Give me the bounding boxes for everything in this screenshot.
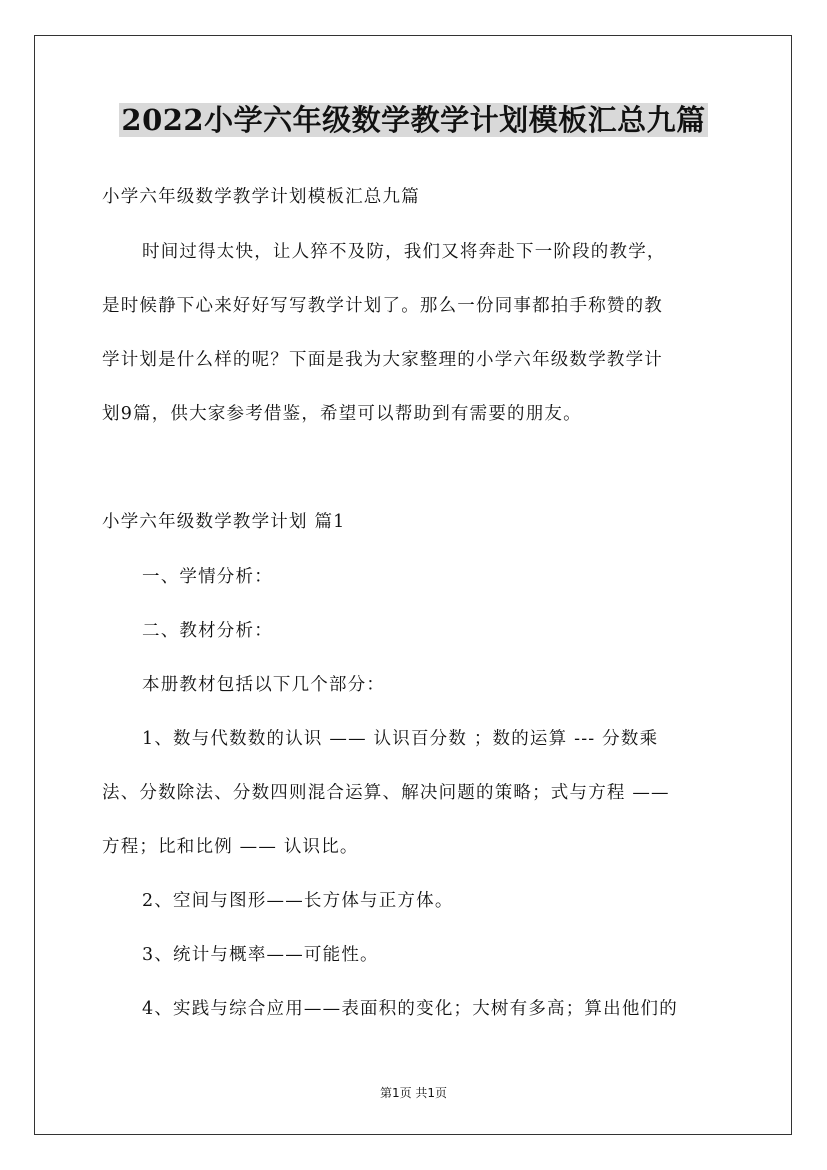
intro-line-4: 划9篇，供大家参考借鉴，希望可以帮助到有需要的朋友。: [102, 404, 582, 424]
list-item-analysis: 一、学情分析：: [142, 567, 273, 587]
document-subtitle: 小学六年级数学教学计划模板汇总九篇: [102, 187, 420, 207]
point-practice: 4、实践与综合应用——表面积的变化；大树有多高；算出他们的: [142, 999, 678, 1019]
section-heading: 小学六年级数学教学计划 篇1: [102, 512, 346, 532]
document-title: [0, 100, 827, 140]
intro-line-1: 时间过得太快，让人猝不及防，我们又将奔赴下一阶段的教学，: [142, 242, 666, 262]
intro-line-3: 学计划是什么样的呢？下面是我为大家整理的小学六年级数学教学计: [102, 350, 663, 370]
document-title-text: 2022小学六年级数学教学计划模板汇总九篇: [121, 103, 706, 137]
page-footer: 第1页 共1页: [379, 1086, 448, 1100]
list-item-textbook: 二、教材分析：: [142, 621, 273, 641]
point-geometry: 2、空间与图形——长方体与正方体。: [142, 891, 454, 911]
content-line-2: 法、分数除法、分数四则混合运算、解决问题的策略；式与方程 ——: [102, 783, 670, 803]
intro-line-2: 是时候静下心来好好写写教学计划了。那么一份同事都拍手称赞的教: [102, 296, 663, 316]
point-statistics: 3、统计与概率——可能性。: [142, 945, 379, 965]
content-line-3: 方程；比和比例 —— 认识比。: [102, 837, 359, 857]
content-line-1: 1、数与代数数的认识 —— 认识百分数 ；数的运算 --- 分数乘: [142, 729, 659, 749]
list-item-parts: 本册教材包括以下几个部分：: [142, 675, 386, 695]
